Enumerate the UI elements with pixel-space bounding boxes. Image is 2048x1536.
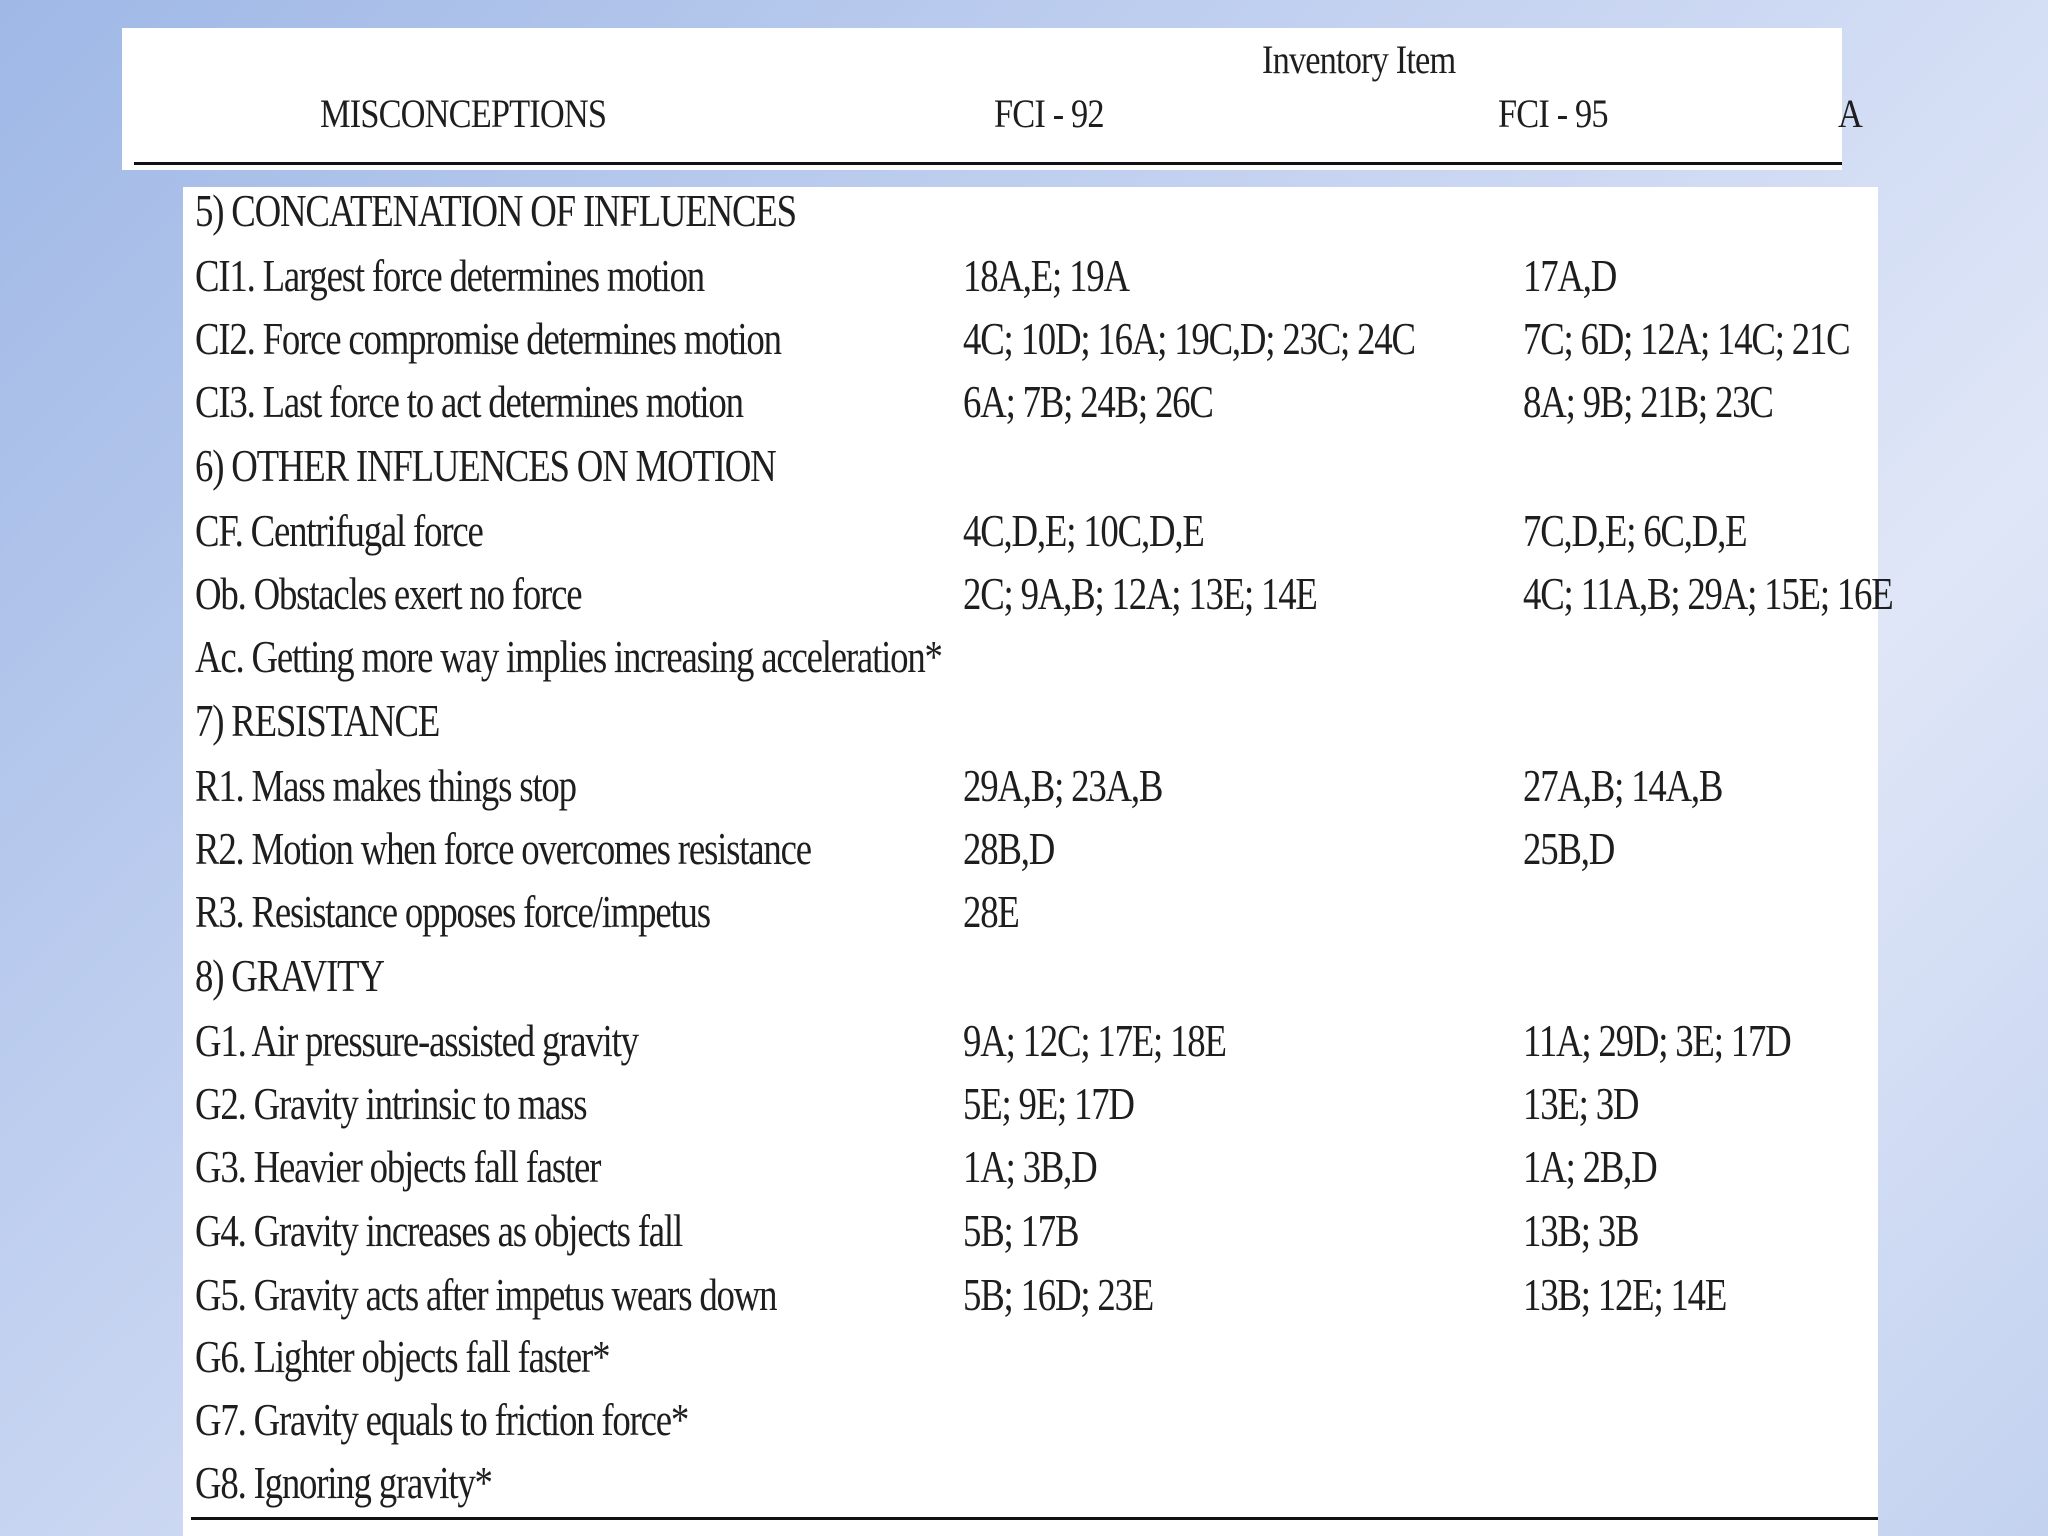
table-row — [183, 1143, 1878, 1205]
misconception-label: G2. Gravity intrinsic to mass — [195, 1078, 587, 1129]
fci92-items: 5B; 17B — [963, 1205, 1079, 1256]
fci92-items: 28E — [963, 886, 1019, 937]
misconception-label: 7) RESISTANCE — [195, 695, 440, 746]
fci95-items: 17A,D — [1523, 250, 1617, 301]
misconception-label: Ob. Obstacles exert no force — [195, 568, 582, 619]
misconception-label: CI2. Force compromise determines motion — [195, 313, 781, 364]
fci92-items: 1A; 3B,D — [963, 1141, 1097, 1192]
fci95-items: 13B; 3B — [1523, 1205, 1639, 1256]
misconception-label: G6. Lighter objects fall faster* — [195, 1331, 610, 1382]
fci92-items: 18A,E; 19A — [963, 250, 1129, 301]
table-row — [183, 1080, 1878, 1142]
truncated-column-header: A — [1838, 91, 1862, 136]
misconception-label: 5) CONCATENATION OF INFLUENCES — [195, 185, 796, 236]
misconception-label: R3. Resistance opposes force/impetus — [195, 886, 710, 937]
fci92-items: 5B; 16D; 23E — [963, 1269, 1154, 1320]
misconceptions-table-body — [183, 185, 1893, 1536]
table-row — [183, 1459, 1878, 1521]
fci95-column-header: FCI - 95 — [1498, 91, 1608, 136]
fci92-items: 9A; 12C; 17E; 18E — [963, 1015, 1226, 1066]
inventory-item-group-header: Inventory Item — [1262, 37, 1456, 82]
fci95-items: 1A; 2B,D — [1523, 1141, 1657, 1192]
misconception-label: G4. Gravity increases as objects fall — [195, 1205, 682, 1256]
table-row — [183, 1333, 1878, 1395]
fci95-items: 7C,D,E; 6C,D,E — [1523, 505, 1747, 556]
misconception-label: R1. Mass makes things stop — [195, 760, 576, 811]
misconception-label: CI1. Largest force determines motion — [195, 250, 704, 301]
misconception-label: G7. Gravity equals to friction force* — [195, 1394, 689, 1445]
fci92-items: 6A; 7B; 24B; 26C — [963, 376, 1213, 427]
fci95-items: 8A; 9B; 21B; 23C — [1523, 376, 1773, 427]
fci95-items: 13B; 12E; 14E — [1523, 1269, 1727, 1320]
table-row — [183, 507, 1878, 569]
header-divider — [134, 162, 1842, 165]
fci95-items: 27A,B; 14A,B — [1523, 760, 1723, 811]
fci92-items: 4C; 10D; 16A; 19C,D; 23C; 24C — [963, 313, 1415, 364]
table-row — [183, 252, 1878, 314]
fci95-items: 13E; 3D — [1523, 1078, 1639, 1129]
fci92-items: 4C,D,E; 10C,D,E — [963, 505, 1204, 556]
fci95-items: 25B,D — [1523, 823, 1615, 874]
fci92-items: 2C; 9A,B; 12A; 13E; 14E — [963, 568, 1317, 619]
misconception-label: 8) GRAVITY — [195, 950, 384, 1001]
table-row — [183, 378, 1878, 440]
misconception-label: G1. Air pressure-assisted gravity — [195, 1015, 638, 1066]
table-row — [183, 568, 1893, 632]
table-row — [183, 697, 1878, 759]
table-row — [183, 633, 1878, 695]
misconception-label: G5. Gravity acts after impetus wears down — [195, 1269, 777, 1320]
table-row — [183, 762, 1878, 824]
fci95-items: 4C; 11A,B; 29A; 15E; 16E — [1523, 568, 1893, 619]
table-row — [183, 888, 1878, 950]
fci92-items: 29A,B; 23A,B — [963, 760, 1163, 811]
table-row — [183, 1271, 1878, 1333]
misconception-label: Ac. Getting more way implies increasing acceleration* — [195, 631, 942, 682]
table-row — [183, 1017, 1878, 1079]
fci92-items: 28B,D — [963, 823, 1055, 874]
table-header — [122, 28, 1862, 170]
misconception-label: G8. Ignoring gravity* — [195, 1457, 492, 1508]
misconception-label: R2. Motion when force overcomes resistance — [195, 823, 811, 874]
fci95-items: 7C; 6D; 12A; 14C; 21C — [1523, 313, 1850, 364]
table-row — [183, 315, 1878, 377]
fci92-column-header: FCI - 92 — [994, 91, 1104, 136]
table-row — [183, 1207, 1878, 1269]
table-row — [183, 187, 1878, 249]
misconception-label: 6) OTHER INFLUENCES ON MOTION — [195, 440, 776, 491]
misconception-label: CF. Centrifugal force — [195, 505, 483, 556]
misconceptions-column-header: MISCONCEPTIONS — [320, 91, 607, 136]
table-row — [183, 825, 1878, 887]
misconception-label: CI3. Last force to act determines motion — [195, 376, 743, 427]
fci92-items: 5E; 9E; 17D — [963, 1078, 1134, 1129]
misconception-label: G3. Heavier objects fall faster — [195, 1141, 601, 1192]
fci95-items: 11A; 29D; 3E; 17D — [1523, 1015, 1791, 1066]
table-row — [183, 1396, 1878, 1458]
table-row — [183, 442, 1878, 504]
table-row — [183, 952, 1878, 1014]
